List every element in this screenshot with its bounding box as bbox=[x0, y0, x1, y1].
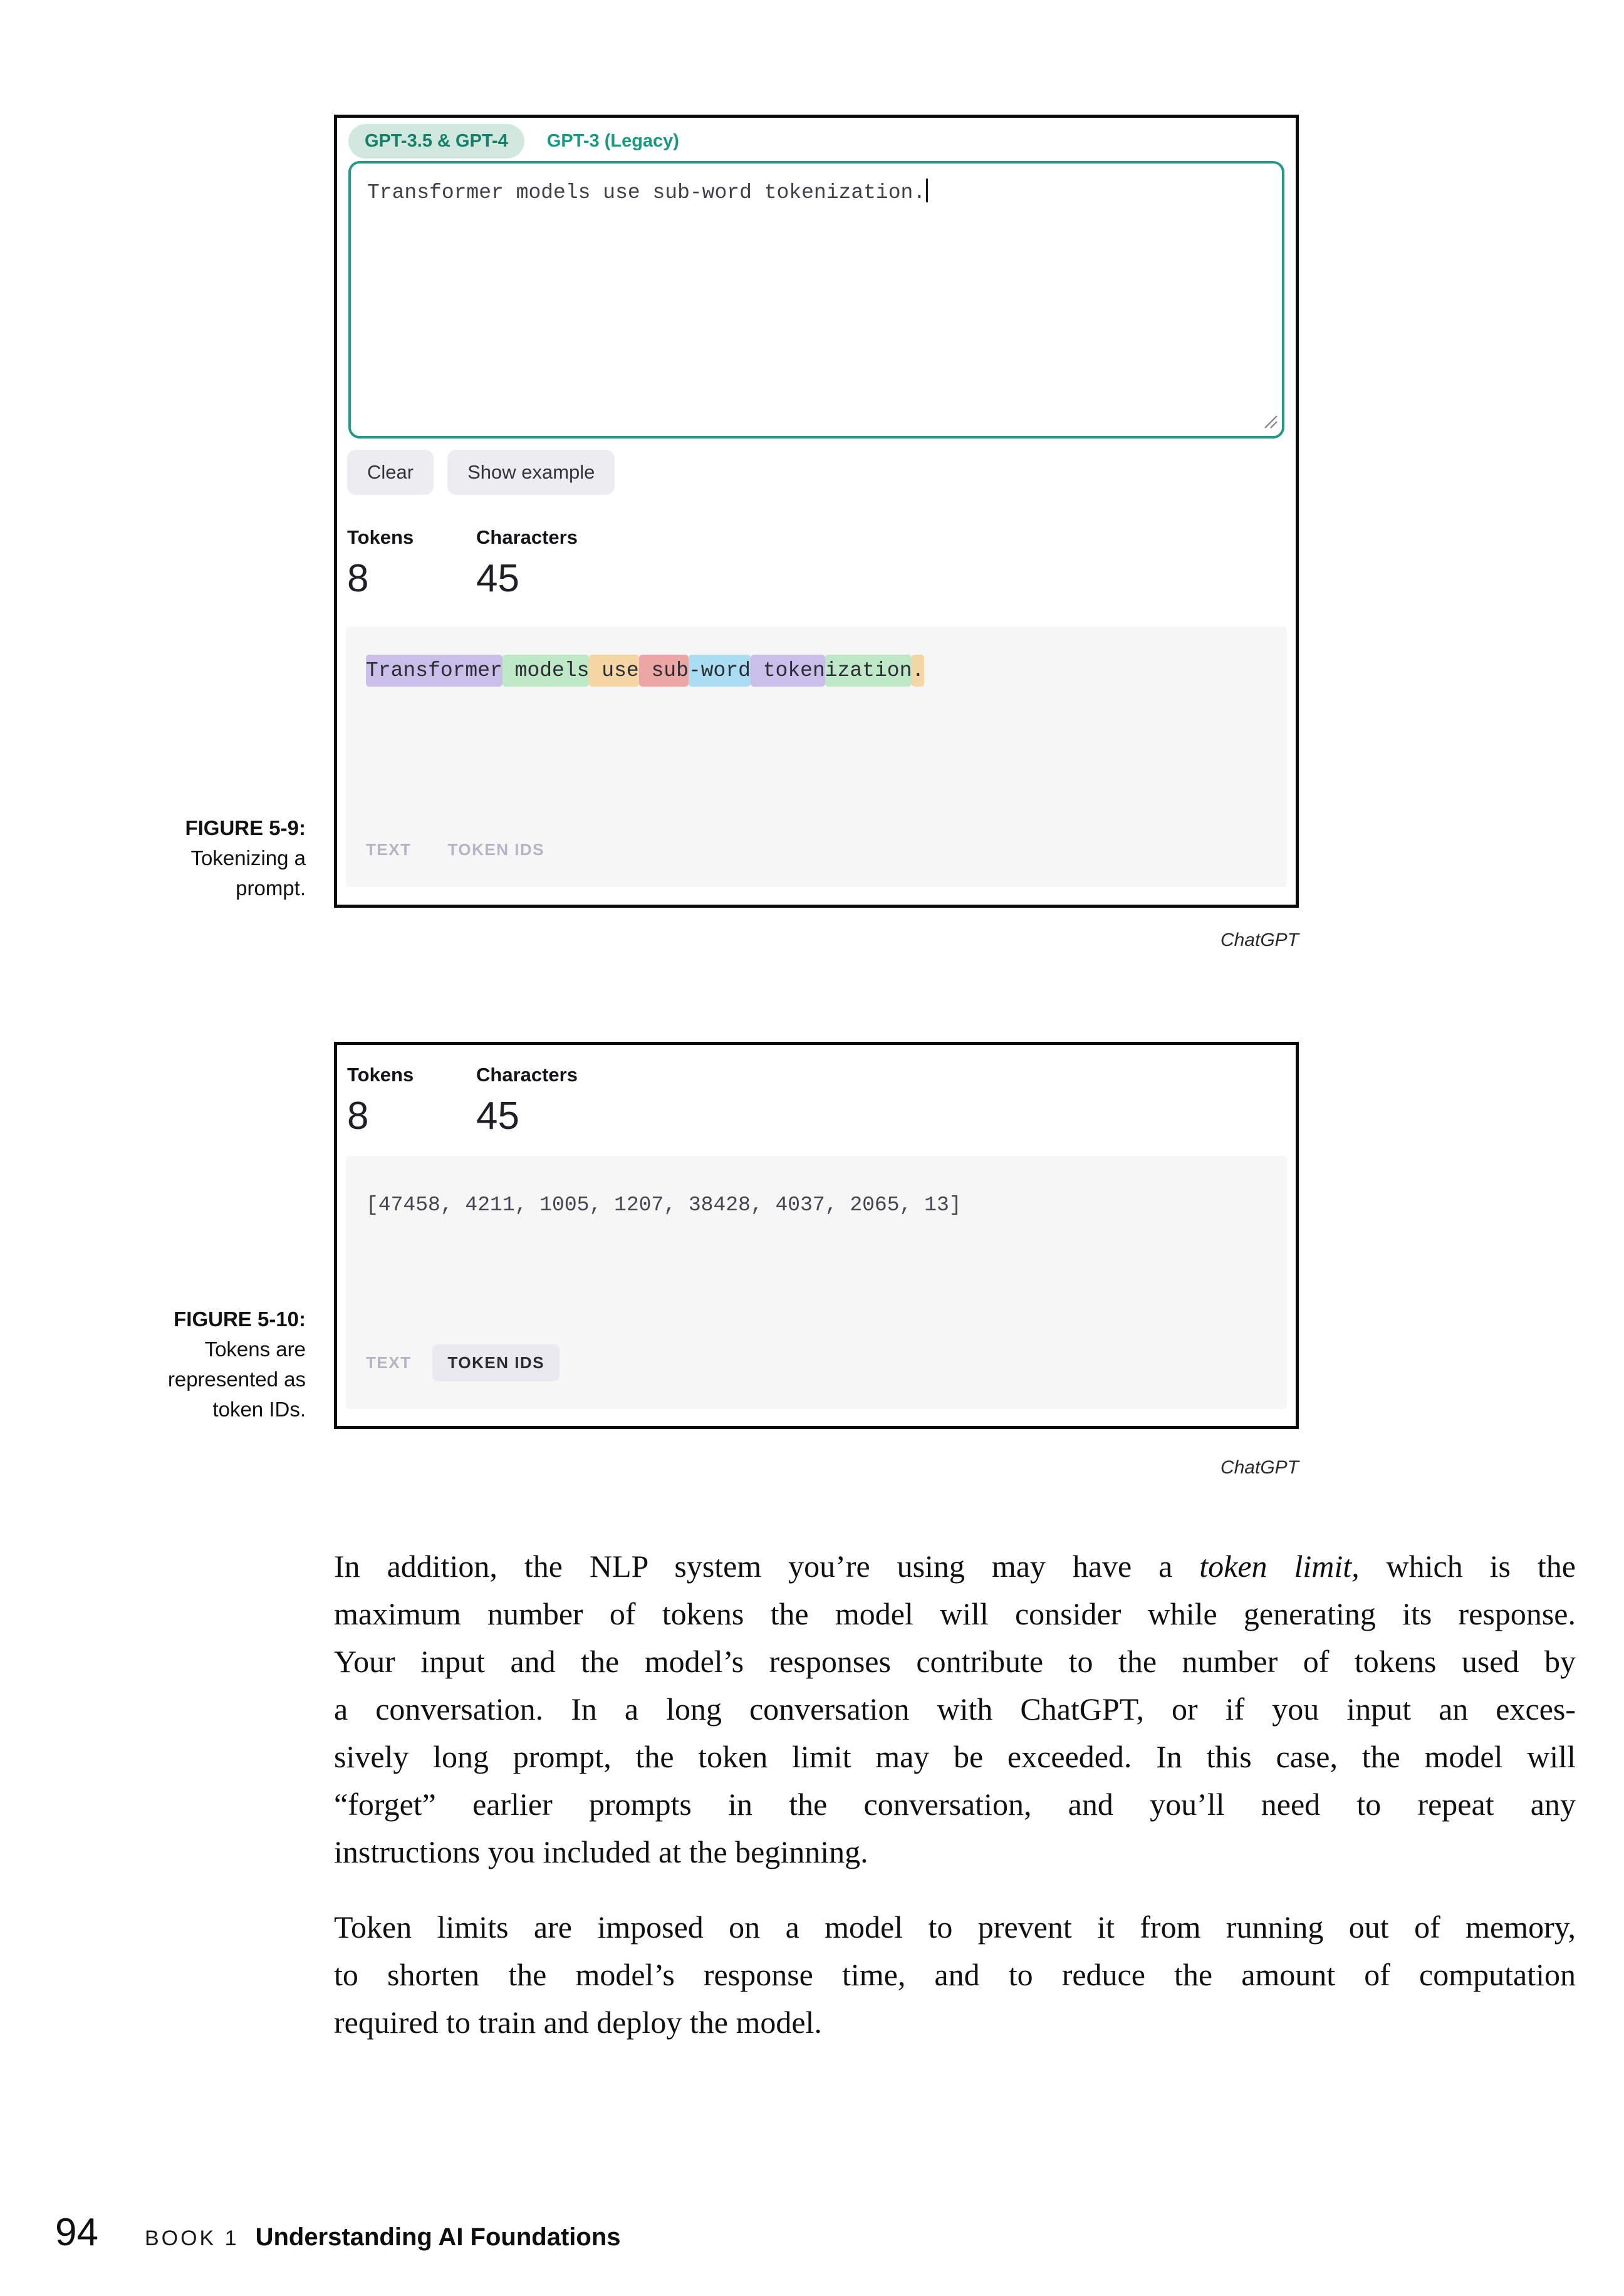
text-line: “forget” earlier prompts in the conversation, and you’ll need to repeat any bbox=[334, 1787, 1576, 1822]
tokens-label: Tokens bbox=[347, 526, 414, 548]
prompt-text: Transformer models use sub-word tokenization. bbox=[367, 179, 928, 204]
book-label: BOOK 1 bbox=[144, 2226, 239, 2250]
caption-line: Tokenizing a bbox=[190, 846, 306, 870]
figure-credit: ChatGPT bbox=[1220, 1457, 1299, 1478]
tab-gpt35-gpt4[interactable]: GPT-3.5 & GPT-4 bbox=[348, 124, 524, 158]
figure-5-9-caption bbox=[68, 813, 306, 903]
tokens-label: Tokens bbox=[347, 1064, 414, 1086]
tokenizer-ids-ui bbox=[337, 1045, 1296, 1426]
token-span: models bbox=[502, 655, 590, 687]
caption-line: Tokens are bbox=[204, 1338, 306, 1361]
figure-credit: ChatGPT bbox=[1220, 930, 1299, 950]
text-line bbox=[334, 1542, 1576, 1590]
characters-value: 45 bbox=[476, 1094, 519, 1138]
token-ids-text: [47458, 4211, 1005, 1207, 38428, 4037, 2065, 13] bbox=[366, 1193, 962, 1217]
page-footer bbox=[55, 2210, 621, 2255]
characters-stat bbox=[476, 526, 578, 601]
text-line: instructions you included at the beginning. bbox=[334, 1834, 868, 1869]
view-tab-bar bbox=[366, 840, 544, 860]
tokens-value: 8 bbox=[347, 1094, 369, 1138]
tab-token-ids-view[interactable]: TOKEN IDS bbox=[447, 840, 545, 859]
token-span: token bbox=[751, 655, 825, 687]
caption-line: represented as bbox=[167, 1368, 306, 1391]
text-run: In addition, the NLP system you’re using may have a bbox=[334, 1549, 1200, 1584]
figure-5-9-screenshot bbox=[334, 115, 1299, 908]
tab-gpt3-legacy[interactable]: GPT-3 (Legacy) bbox=[546, 131, 679, 151]
token-span: Transformer bbox=[366, 655, 502, 687]
text-run: which is the bbox=[1359, 1549, 1576, 1584]
text-cursor bbox=[926, 179, 928, 202]
text-line: a conversation. In a long conversation with ChatGPT, or if you input an exces- bbox=[334, 1691, 1576, 1727]
tab-text-view[interactable]: TEXT bbox=[366, 840, 412, 859]
view-tab-bar bbox=[366, 1344, 560, 1381]
token-span: . bbox=[912, 655, 924, 687]
token-span: -word bbox=[689, 655, 751, 687]
caption-line: token IDs. bbox=[212, 1398, 306, 1421]
clear-button[interactable]: Clear bbox=[347, 450, 434, 495]
tokenizer-ui bbox=[337, 118, 1296, 905]
caption-line: prompt. bbox=[236, 876, 306, 900]
tab-text-view[interactable]: TEXT bbox=[366, 1353, 412, 1372]
tokenized-text bbox=[366, 659, 924, 682]
book-title: Understanding AI Foundations bbox=[255, 2223, 621, 2251]
text-line: Token limits are imposed on a model to prevent it from running out of memory, bbox=[334, 1909, 1576, 1945]
figure-number: FIGURE 5-9: bbox=[185, 816, 306, 839]
body-text bbox=[334, 1542, 1576, 2046]
text-line: Your input and the model’s responses contribute to the number of tokens used by bbox=[334, 1644, 1576, 1679]
paragraph bbox=[334, 1903, 1576, 2046]
characters-label: Characters bbox=[476, 526, 578, 548]
figure-number: FIGURE 5-10: bbox=[174, 1307, 306, 1331]
prompt-textarea[interactable] bbox=[348, 161, 1284, 439]
characters-value: 45 bbox=[476, 557, 519, 600]
figure-5-10-caption bbox=[68, 1304, 306, 1425]
token-span: ization bbox=[825, 655, 912, 687]
model-tab-bar bbox=[348, 124, 679, 158]
text-line: sively long prompt, the token limit may be exceeded. In this case, the model will bbox=[334, 1739, 1576, 1774]
token-span: sub bbox=[639, 655, 689, 687]
text-line: required to train and deploy the model. bbox=[334, 2005, 822, 2040]
tab-token-ids-view[interactable]: TOKEN IDS bbox=[432, 1344, 560, 1381]
resize-grip-icon[interactable] bbox=[1262, 413, 1279, 433]
text-line: to shorten the model’s response time, and to reduce the amount of computation bbox=[334, 1957, 1576, 1992]
tokenizer-actions bbox=[347, 450, 615, 495]
tokenized-output-panel bbox=[346, 626, 1287, 887]
token-ids-panel bbox=[346, 1156, 1287, 1409]
italic-term: token limit, bbox=[1199, 1549, 1360, 1584]
tokens-stat bbox=[347, 526, 414, 601]
figure-5-10-screenshot bbox=[334, 1042, 1299, 1429]
tokens-value: 8 bbox=[347, 557, 369, 600]
tokens-stat bbox=[347, 1064, 414, 1138]
text-line: maximum number of tokens the model will consider while generating its response. bbox=[334, 1596, 1576, 1631]
page-number: 94 bbox=[55, 2211, 98, 2254]
characters-stat bbox=[476, 1064, 578, 1138]
show-example-button[interactable]: Show example bbox=[447, 450, 615, 495]
paragraph bbox=[334, 1542, 1576, 1876]
characters-label: Characters bbox=[476, 1064, 578, 1086]
token-span: use bbox=[589, 655, 638, 687]
